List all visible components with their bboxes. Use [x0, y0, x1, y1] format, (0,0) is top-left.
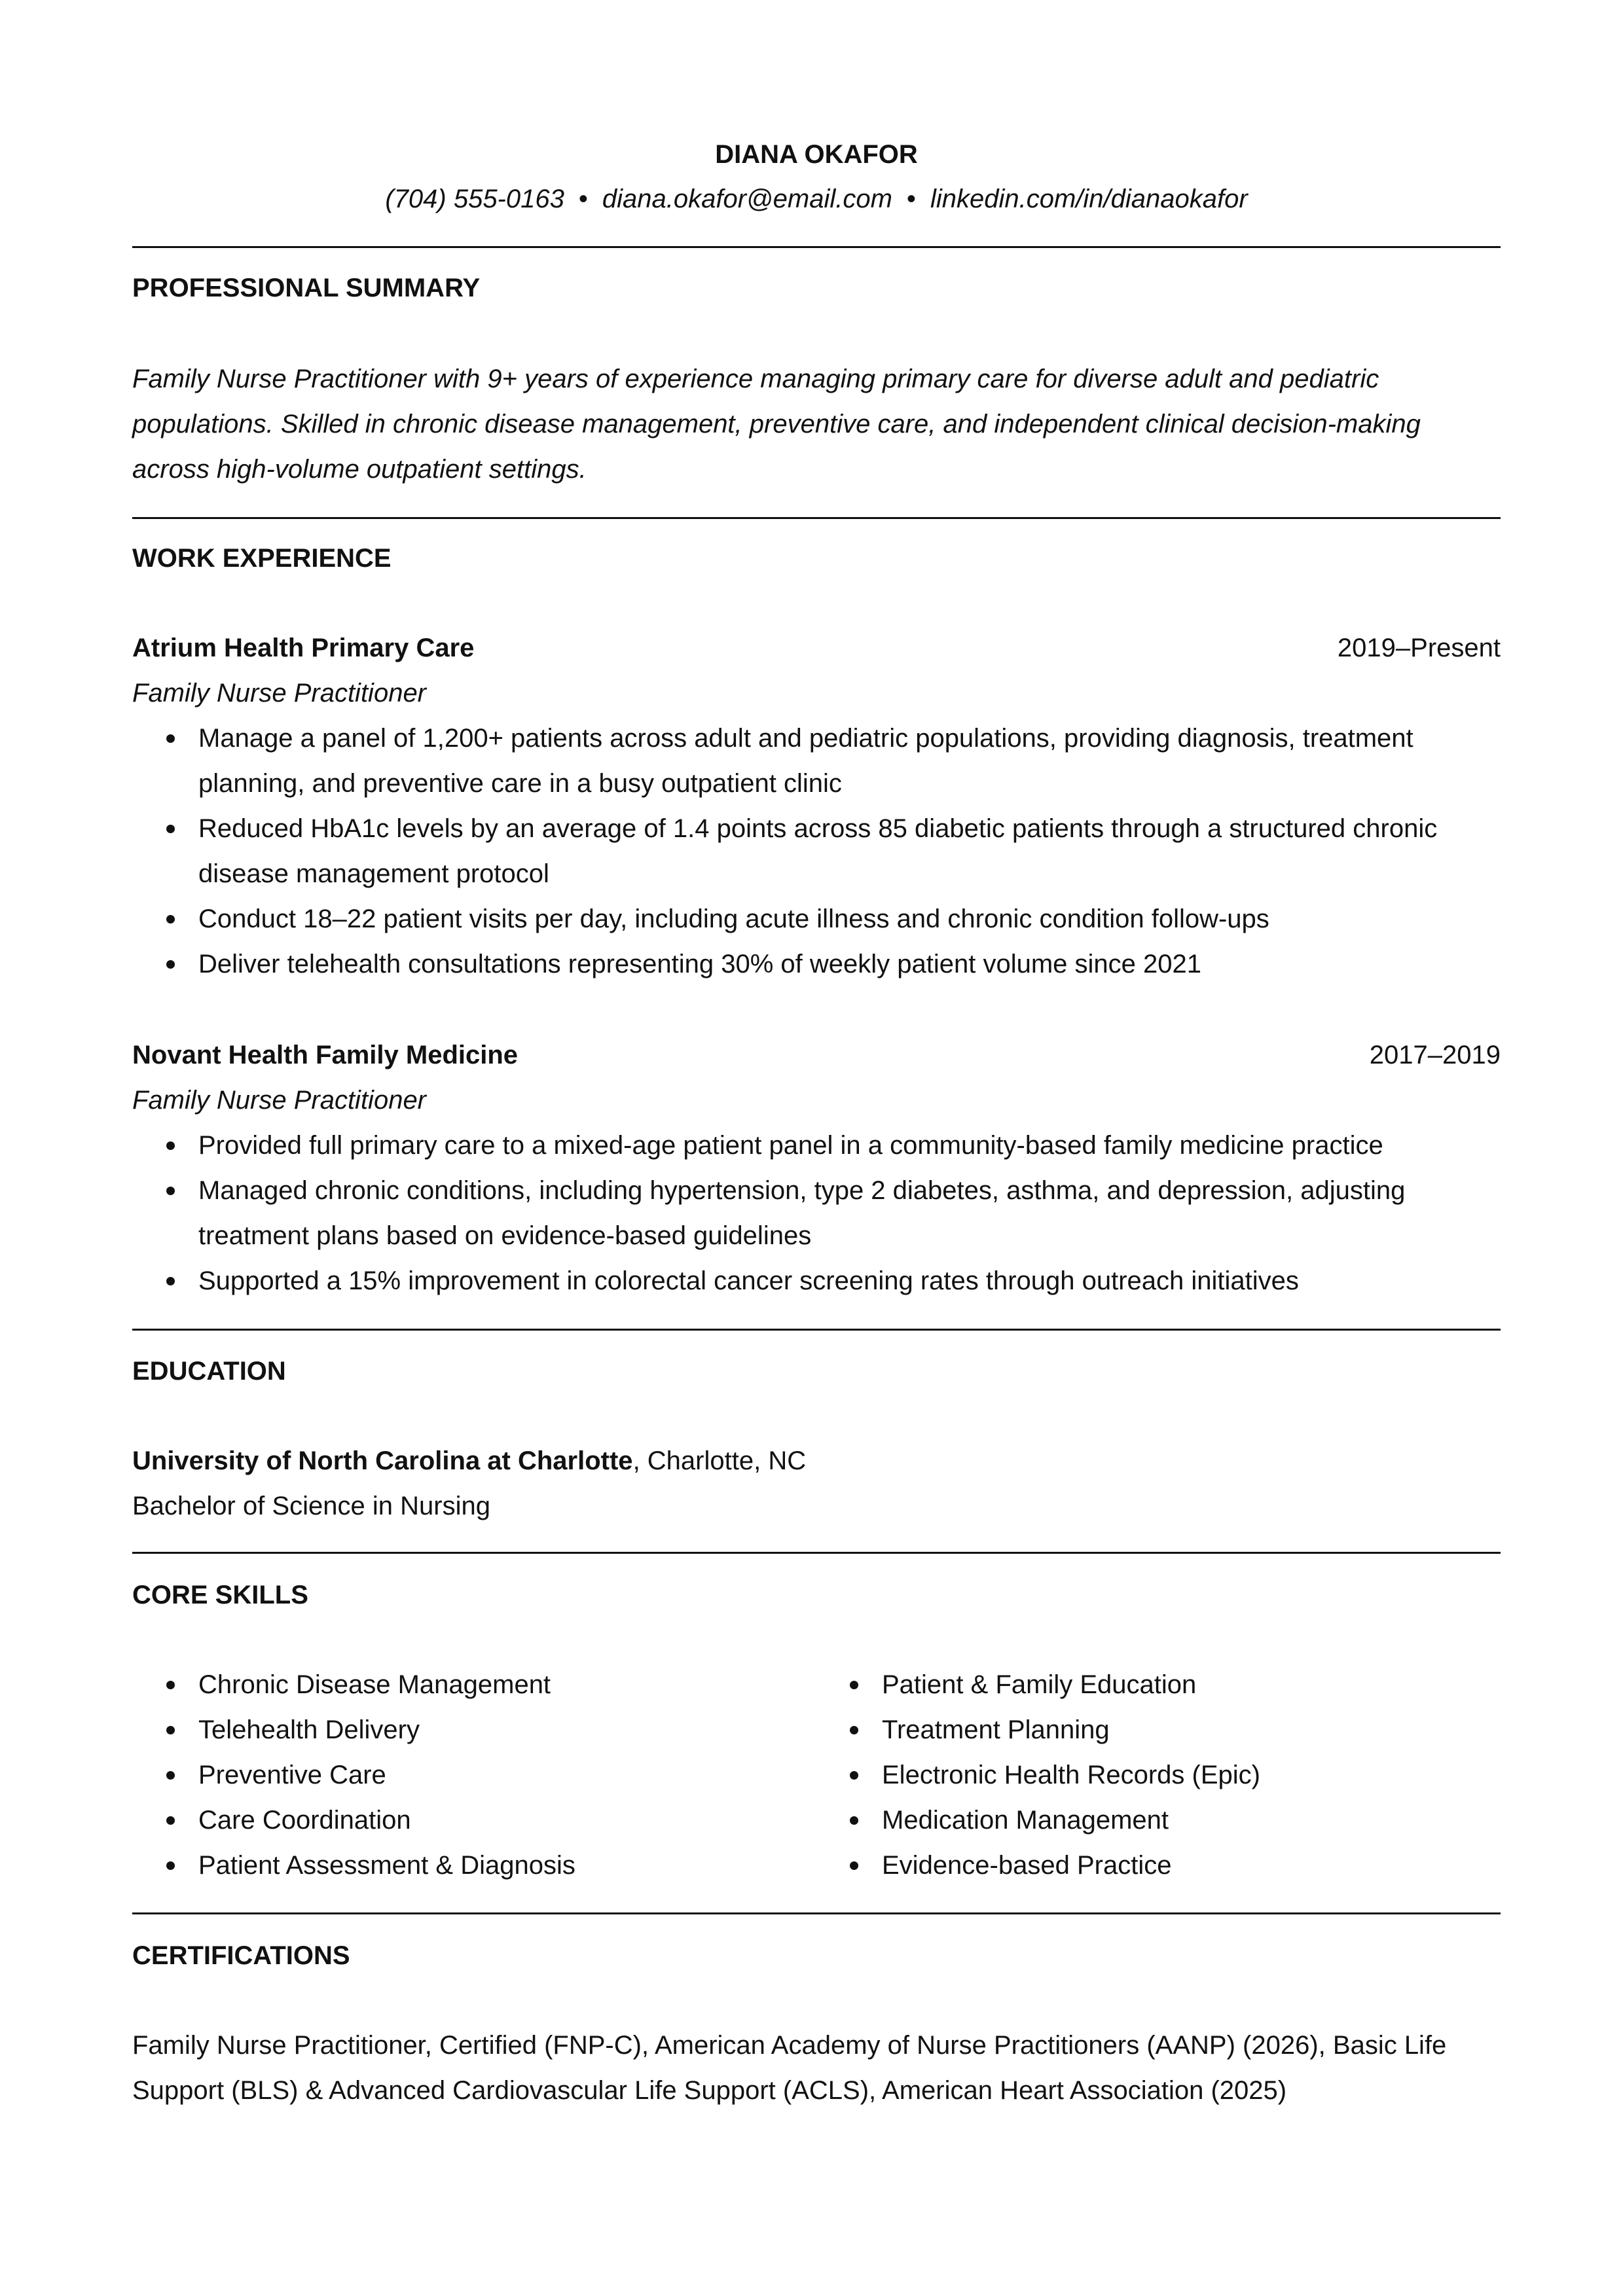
school-name: University of North Carolina at Charlotte: [132, 1446, 633, 1475]
list-item: Conduct 18–22 patient visits per day, including acute illness and chronic condition follow-ups: [132, 897, 1501, 942]
candidate-name: DIANA OKAFOR: [715, 140, 918, 169]
section-divider: [132, 1912, 1501, 1914]
job-role: Family Nurse Practitioner: [132, 679, 427, 708]
summary-heading: PROFESSIONAL SUMMARY: [132, 274, 481, 302]
job-bullets: [132, 1123, 1501, 1304]
list-item: Telehealth Delivery: [132, 1708, 813, 1753]
list-item: Evidence-based Practice: [816, 1843, 1501, 1888]
skills-heading: CORE SKILLS: [132, 1581, 308, 1609]
section-divider: [132, 1552, 1501, 1554]
experience-heading: WORK EXPERIENCE: [132, 544, 392, 573]
section-divider: [132, 246, 1501, 248]
contact-separator: •: [906, 185, 916, 213]
certifications-text: Family Nurse Practitioner, Certified (FNP-C), American Academy of Nurse Practitioners (AANP) (2026), Basic Life Support (BLS) & Advanced Cardiovascular Life Support (ACLS), American Heart Association (2025): [132, 2031, 1447, 2105]
contact-separator: •: [578, 185, 588, 213]
section-divider: [132, 517, 1501, 519]
school-location: , Charlotte, NC: [632, 1446, 807, 1475]
phone-number: (704) 555-0163: [385, 185, 564, 213]
job-organization: Novant Health Family Medicine: [132, 1041, 519, 1069]
list-item: Provided full primary care to a mixed-age patient panel in a community-based family medicine practice: [132, 1123, 1501, 1168]
job-dates: 2017–2019: [1369, 1041, 1501, 1069]
list-item: Patient & Family Education: [816, 1662, 1501, 1708]
certifications-heading: CERTIFICATIONS: [132, 1941, 350, 1970]
job-dates: 2019–Present: [1337, 634, 1501, 662]
list-item: Supported a 15% improvement in colorectal cancer screening rates through outreach initiatives: [132, 1259, 1501, 1304]
skills-list-left: [132, 1662, 813, 1888]
contact-line: [132, 181, 1501, 217]
list-item: Chronic Disease Management: [132, 1662, 813, 1708]
education-heading: EDUCATION: [132, 1357, 286, 1386]
list-item: Patient Assessment & Diagnosis: [132, 1843, 813, 1888]
job-header: [132, 1033, 1501, 1078]
job-header: [132, 626, 1501, 671]
list-item: Reduced HbA1c levels by an average of 1.4 points across 85 diabetic patients through a structured chronic disease management protocol: [132, 806, 1501, 897]
section-divider: [132, 1329, 1501, 1331]
list-item: Deliver telehealth consultations representing 30% of weekly patient volume since 2021: [132, 942, 1501, 987]
skills-list-right: [816, 1662, 1501, 1888]
summary-text: Family Nurse Practitioner with 9+ years of experience managing primary care for diverse adult and pediatric populations. Skilled in chronic disease management, preventive care, and independent clinical decision-making across high-volume outpatient settings.: [132, 365, 1421, 484]
job-bullets: [132, 716, 1501, 987]
list-item: Electronic Health Records (Epic): [816, 1753, 1501, 1798]
list-item: Care Coordination: [132, 1798, 813, 1843]
job-role: Family Nurse Practitioner: [132, 1086, 427, 1115]
list-item: Preventive Care: [132, 1753, 813, 1798]
list-item: Managed chronic conditions, including hypertension, type 2 diabetes, asthma, and depression, adjusting treatment plans based on evidence-based guidelines: [132, 1168, 1501, 1259]
linkedin-url: linkedin.com/in/dianaokafor: [930, 185, 1248, 213]
list-item: Treatment Planning: [816, 1708, 1501, 1753]
list-item: Medication Management: [816, 1798, 1501, 1843]
email-address: diana.okafor@email.com: [602, 185, 892, 213]
degree-name: Bachelor of Science in Nursing: [132, 1492, 490, 1520]
list-item: Manage a panel of 1,200+ patients across adult and pediatric populations, providing diagnosis, treatment planning, and preventive care in a busy outpatient clinic: [132, 716, 1501, 806]
job-organization: Atrium Health Primary Care: [132, 634, 475, 662]
education-school-line: [132, 1439, 806, 1484]
